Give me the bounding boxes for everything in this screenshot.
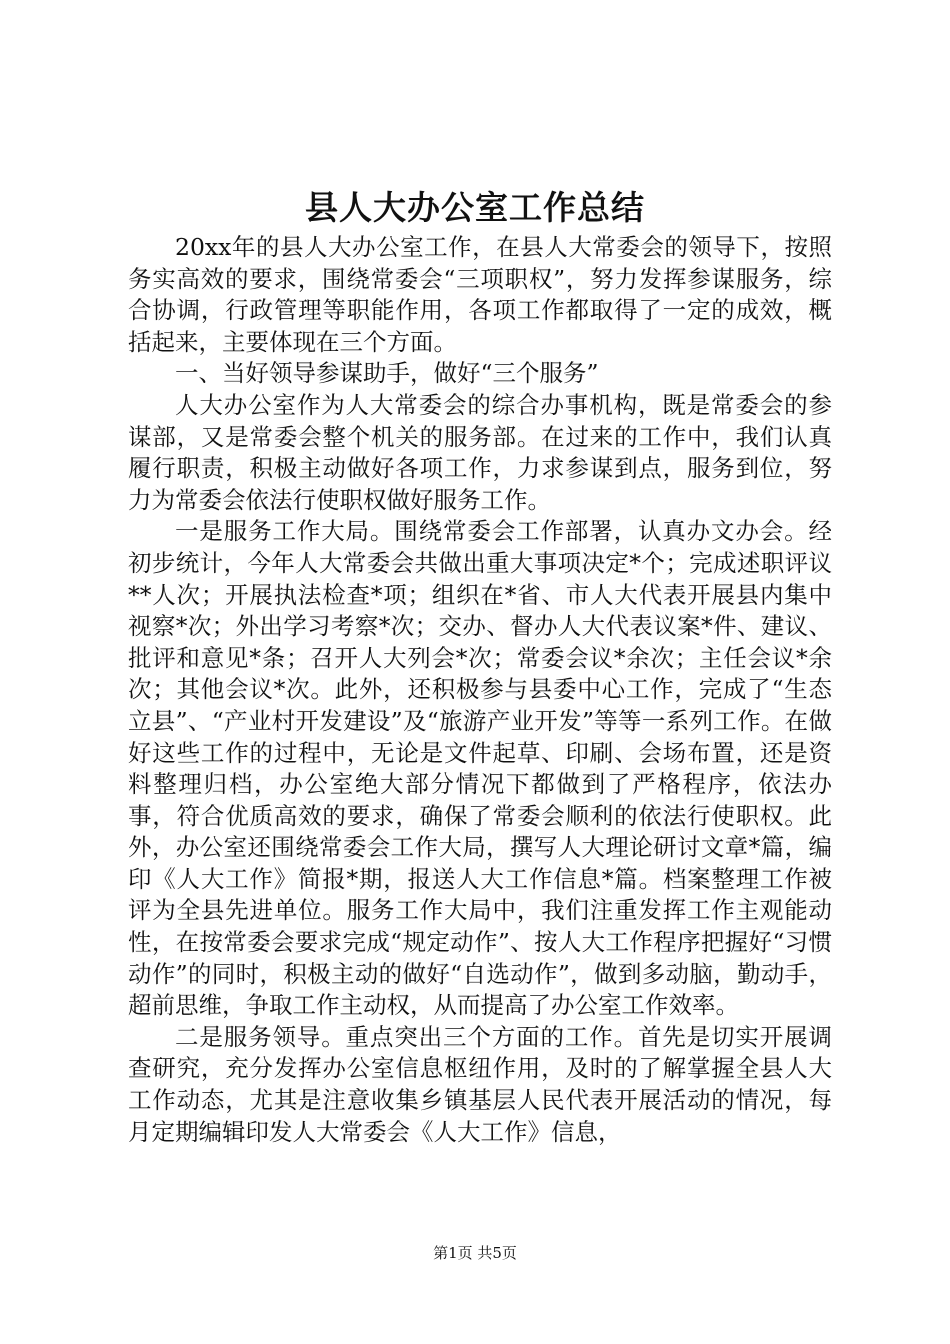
document-title: 县人大办公室工作总结	[305, 188, 645, 227]
document-body	[128, 232, 832, 1148]
paragraph-serve-overall: 一是服务工作大局。围绕常委会工作部署，认真办文办会。经初步统计，今年人大常委会共做出重大事项决定*个；完成述职评议**人次；开展执法检查*项；组织在*省、市人大代表开展县内集中视察*次；外出学习考察*次；交办、督办人大代表议案*件、建议、批评和意见*条；召开人大列会*次；常委会议*余次；主任会议*余次；其他会议*次。此外，还积极参与县委中心工作，完成了“生态立县”、“产业村开发建设”及“旅游产业开发”等等一系列工作。在做好这些工作的过程中，无论是文件起草、印刷、会场布置，还是资料整理归档，办公室绝大部分情况下都做到了严格程序，依法办事，符合优质高效的要求，确保了常委会顺利的依法行使职权。此外，办公室还围绕常委会工作大局，撰写人大理论研讨文章*篇，编印《人大工作》简报*期，报送人大工作信息*篇。档案整理工作被评为全县先进单位。服务工作大局中，我们注重发挥工作主观能动性，在按常委会要求完成“规定动作”、按人大工作程序把握好“习惯动作”的同时，积极主动的做好“自选动作”，做到多动脑，勤动手，超前思维，争取工作主动权，从而提高了办公室工作效率。	[128, 517, 832, 1020]
page-number-footer: 第1页 共5页	[433, 1244, 517, 1262]
paragraph-office-role: 人大办公室作为人大常委会的综合办事机构，既是常委会的参谋部，又是常委会整个机关的服务部。在过来的工作中，我们认真履行职责，积极主动做好各项工作，力求参谋到点，服务到位，努力为常委会依法行使职权做好服务工作。	[128, 390, 832, 514]
paragraph-intro: 20xx年的县人大办公室工作，在县人大常委会的领导下，按照务实高效的要求，围绕常委会“三项职权”，努力发挥参谋服务，综合协调，行政管理等职能作用，各项工作都取得了一定的成效，概括起来，主要体现在三个方面。	[128, 233, 832, 356]
paragraph-serve-leaders: 二是服务领导。重点突出三个方面的工作。首先是切实开展调查研究，充分发挥办公室信息枢纽作用，及时的了解掌握全县人大工作动态，尤其是注意收集乡镇基层人民代表开展活动的情况，每月定期编辑印发人大常委会《人大工作》信息，	[128, 1022, 832, 1146]
section-heading-1: 一、当好领导参谋助手，做好“三个服务”	[175, 359, 599, 388]
